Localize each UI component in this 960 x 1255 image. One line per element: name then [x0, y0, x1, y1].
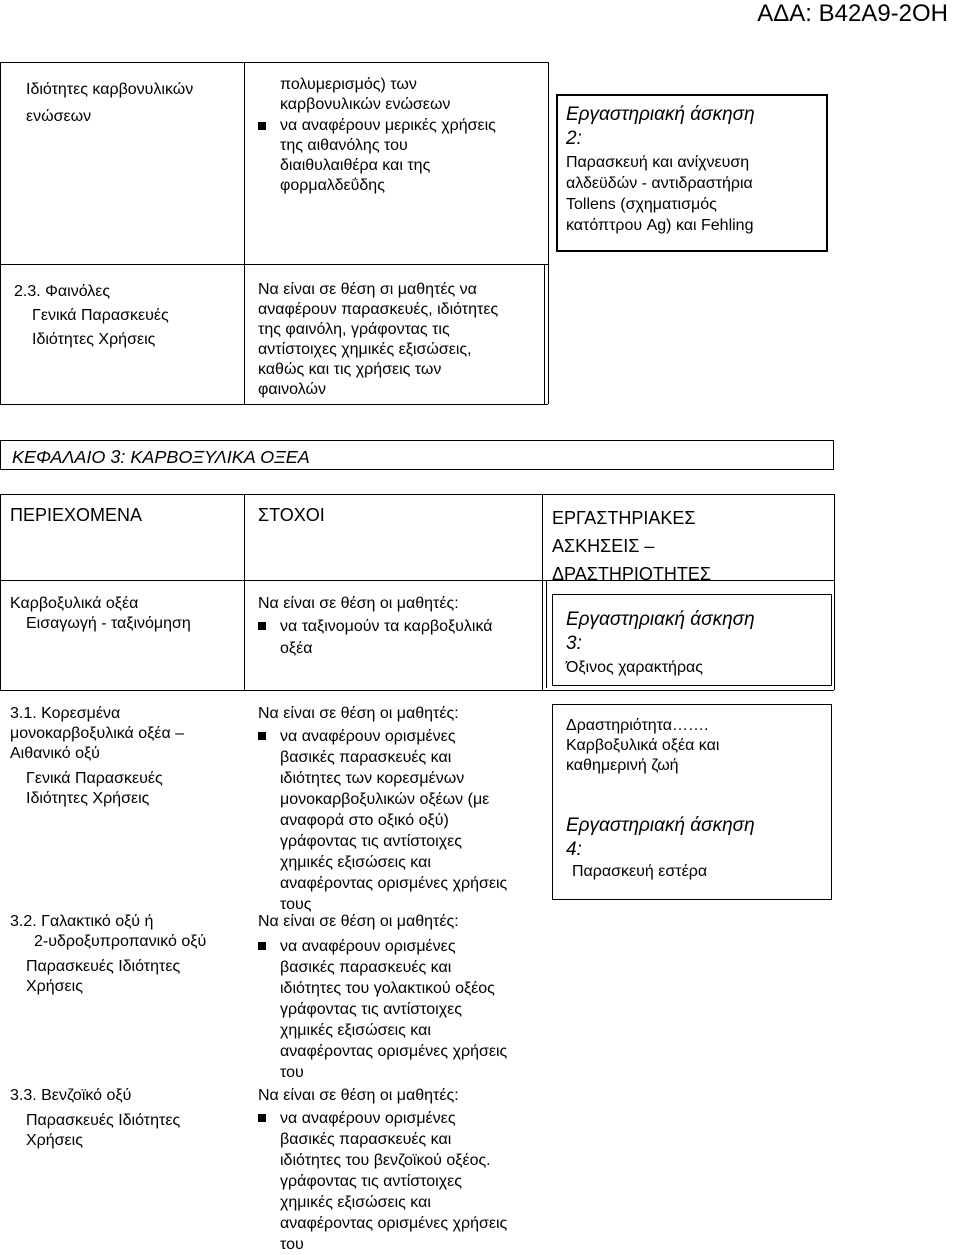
lab-exercise-4-text: Παρασκευή εστέρα — [572, 863, 708, 880]
t2-row2-contents: 3.1. Κορεσμένα μονοκαρβοξυλικά οξέα – Αιθανικό οξύ Γενικά Παρασκευές Ιδιότητες Χρήσεις — [10, 705, 185, 807]
t2-row4-bullet: να αναφέρουν ορισμένες βασικές παρασκευές και ιδιότητες του βενζοϊκού οξέος. γράφοντας τις αντίστοιχες χημικές εξισώσεις και αναφέροντας ορισμένες χρήσεις του — [280, 1110, 508, 1253]
bullet-icon — [258, 732, 266, 740]
bullet-icon — [258, 622, 266, 630]
bullet-icon — [258, 942, 266, 950]
header-objectives: ΣΤΟΧΟΙ — [258, 505, 325, 525]
lab-exercise-4-title: Εργαστηριακή άσκηση 4: — [566, 815, 755, 860]
t2-row2-intro: Να είναι σε θέση οι μαθητές: — [258, 705, 459, 722]
t2-row1-contents: Καρβοξυλικά οξέα Εισαγωγή - ταξινόμηση — [10, 595, 191, 632]
document-code: ΑΔΑ: Β42Α9-2ΟΗ — [757, 0, 948, 27]
header-contents: ΠΕΡΙΕΧΟΜΕΝΑ — [10, 505, 143, 525]
t2-row1-bullet: να ταξινομούν τα καρβοξυλικά οξέα — [280, 618, 493, 657]
t2-row4-intro: Να είναι σε θέση οι μαθητές: — [258, 1087, 459, 1104]
bullet-icon — [258, 1114, 266, 1122]
t2-row2-bullet: να αναφέρουν ορισμένες βασικές παρασκευές και ιδιότητες των κορεσμένων μονοκαρβοξυλικών οξέων (με αναφορά στο οξικό οξύ) γράφοντας τις αντίστοιχες χημικές εξισώσεις και αναφέροντας ορισμένες χρήσεις τους — [280, 728, 508, 913]
lab-exercise-2-text: Παρασκευή και ανίχνευση αλδεϋδών - αντιδραστήρια Tollens (σχηματισμός κατόπτρου Ag) και Fehling — [566, 154, 754, 234]
t2-row1-intro: Να είναι σε θέση οι μαθητές: — [258, 595, 459, 612]
row1-contents: Ιδιότητες καρβονυλικών ενώσεων — [26, 81, 194, 125]
t2-row3-intro: Να είναι σε θέση οι μαθητές: — [258, 913, 459, 930]
chapter-heading: ΚΕΦΑΛΑΙΟ 3: ΚΑΡΒΟΞΥΛΙΚΑ ΟΞΕΑ — [12, 447, 310, 467]
lab-exercise-3-title: Εργαστηριακή άσκηση 3: — [566, 609, 755, 654]
lab-exercise-3-text: Όξινος χαρακτήρας — [566, 659, 704, 676]
t2-row3-bullet: να αναφέρουν ορισμένες βασικές παρασκευές και ιδιότητες του γολακτικού οξέος γράφοντας τις αντίστοιχες χημικές εξισώσεις και αναφέροντας ορισμένες χρήσεις του — [280, 938, 508, 1081]
row1-objective-bullet: να αναφέρουν μερικές χρήσεις της αιθανόλης του διαιθυλαιθέρα και της φορμαλδεΰδης — [280, 117, 496, 194]
header-lab-activities: ΕΡΓΑΣΤΗΡΙΑΚΕΣ ΑΣΚΗΣΕΙΣ – ΔΡΑΣΤΗΡΙΟΤΗΤΕΣ — [552, 508, 711, 584]
row2-contents: 2.3. Φαινόλες Γενικά Παρασκευές Ιδιότητες Χρήσεις — [14, 283, 169, 348]
row1-objectives: πολυμερισμός) των καρβονυλικών ενώσεων — [280, 76, 451, 113]
t2-row4-contents: 3.3. Βενζοϊκό οξύ Παρασκευές Ιδιότητες Χρήσεις — [10, 1087, 181, 1149]
activity-text: Δραστηριότητα……. Καρβοξυλικά οξέα και καθημερινή ζωή — [566, 717, 720, 774]
t2-row3-contents: 3.2. Γαλακτικό οξύ ή 2-υδροξυπροπανικό οξύ Παρασκευές Ιδιότητες Χρήσεις — [10, 913, 207, 995]
lab-exercise-2-title: Εργαστηριακή άσκηση 2: — [566, 104, 755, 149]
row2-objectives: Να είναι σε θέση σι μαθητές να αναφέρουν παρασκευές, ιδιότητες της φαινόλη, γράφοντας τις αντίστοιχες χημικές εξισώσεις, καθώς και τις χρήσεις των φαινολών — [258, 281, 499, 398]
